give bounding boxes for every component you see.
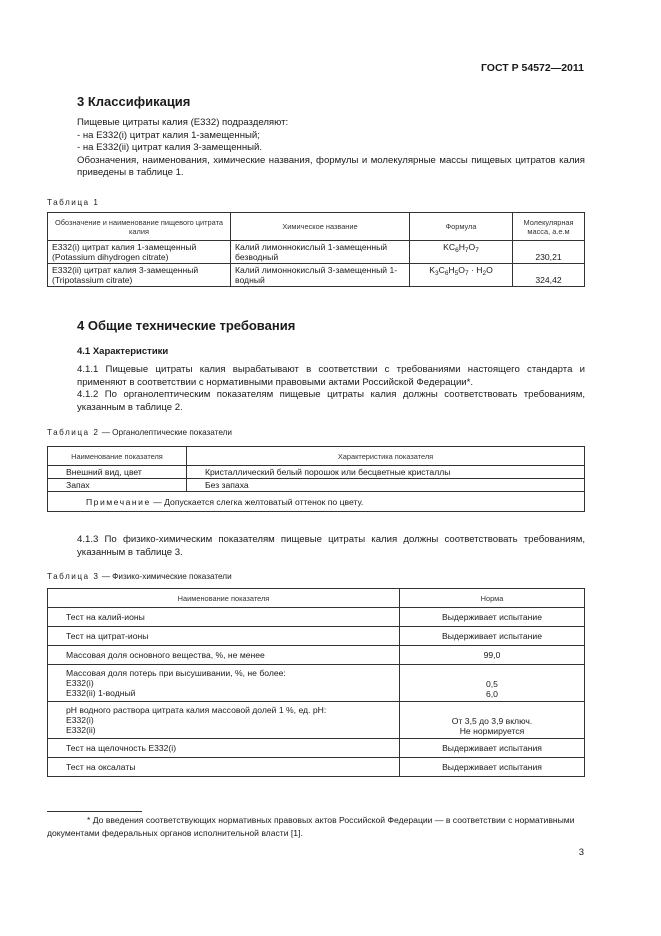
table-3-caption <box>47 572 232 581</box>
section-3-title: 3 Классификация <box>77 94 191 109</box>
cell-line: Е332(i) <box>66 678 94 688</box>
caption-label: Таблица 3 <box>47 572 100 581</box>
table-cell: 99,0 <box>400 646 585 665</box>
cell-line: Не нормируется <box>459 726 525 736</box>
cell-line: Е332(i) <box>66 715 94 725</box>
table-cell: Запах <box>48 479 187 492</box>
table-cell: Тест на оксалаты <box>48 758 400 777</box>
table-row <box>48 608 585 627</box>
table-cell: Е332(i) цитрат калия 1-замещенный (Potassium dihydrogen citrate) <box>48 241 231 264</box>
table-1 <box>47 212 585 287</box>
table-cell: Выдерживает испытание <box>400 608 585 627</box>
classification-intro: Пищевые цитраты калия (Е332) подразделяют: <box>77 117 289 128</box>
caption-label: Таблица 2 <box>47 428 100 437</box>
table-row <box>48 739 585 758</box>
table-cell: Массовая доля основного вещества, %, не менее <box>48 646 400 665</box>
table-cell: Выдерживает испытания <box>400 758 585 777</box>
table-1-header-name: Обозначение и наименование пищевого цитрата калия <box>48 213 231 241</box>
classification-item-2: - на Е332(ii) цитрат калия 3-замещенный. <box>77 142 263 153</box>
caption-text: — Органолептические показатели <box>99 428 232 437</box>
note-text: — Допускается слегка желтоватый оттенок по цвету. <box>150 496 364 507</box>
table-cell: 324,42 <box>513 264 585 287</box>
table-cell: Выдерживает испытания <box>400 739 585 758</box>
table-cell: Калий лимоннокислый 1-замещенный безводный <box>231 241 410 264</box>
table-note-row <box>48 492 585 512</box>
table-1-caption: Таблица 1 <box>47 198 100 207</box>
table-3-header-value: Норма <box>400 589 585 608</box>
table-3 <box>47 588 585 777</box>
table-1-header-mass: Молекулярная масса, а.е.м <box>513 213 585 241</box>
table-cell <box>400 665 585 702</box>
table-cell <box>48 702 400 739</box>
table-row <box>48 702 585 739</box>
table-2 <box>47 446 585 512</box>
document-number: ГОСТ Р 54572—2011 <box>480 62 584 74</box>
paragraph-4-1-3: 4.1.3 По физико-химическим показателям пищевые цитраты калия должны соответствовать требованиям, указанным в таблице 3. <box>77 534 585 558</box>
note-label: Примечание <box>86 496 151 507</box>
classification-note: Обозначения, наименования, химические названия, формулы и молекулярные массы пищевых цитратов калия приведены в таблице 1. <box>77 154 585 178</box>
table-cell: Калий лимоннокислый 3-замещенный 1-водный <box>231 264 410 287</box>
table-cell: Без запаха <box>187 479 585 492</box>
table-2-header-name: Наименование показателя <box>48 447 187 466</box>
classification-item-1: - на Е332(i) цитрат калия 1-замещенный; <box>77 129 260 141</box>
formula-cell: $K_3C_6H_5O_7 \cdot H_2O$ <box>410 264 513 287</box>
table-row <box>48 665 585 702</box>
formula-cell: $KC_6H_7O_7$ <box>410 241 513 264</box>
cell-line: 6,0 <box>486 689 498 699</box>
table-row <box>48 646 585 665</box>
table-row <box>48 264 585 287</box>
footnote: * До введения соответствующих нормативных правовых актов Российской Федерации — в соответствии с нормативными документами федеральных органов исполнительной власти [1]. <box>47 815 575 838</box>
paragraph-text: 4.1.1 Пищевые цитраты калия вырабатывают в соответствии с требованиями настоящего стандарта и применяют в соответствии с нормативными правовыми актами Российской Федерации*. <box>77 364 585 388</box>
table-row <box>48 241 585 264</box>
caption-text: — Физико-химические показатели <box>99 572 232 581</box>
table-row <box>48 479 585 492</box>
table-row <box>48 466 585 479</box>
table-cell: Выдерживает испытание <box>400 627 585 646</box>
table-3-header-name: Наименование показателя <box>48 589 400 608</box>
page-number: 3 <box>578 847 584 858</box>
table-cell: Тест на щелочность Е332(i) <box>48 739 400 758</box>
paragraph-4-1-1 <box>77 364 585 414</box>
table-row <box>48 627 585 646</box>
table-row <box>48 758 585 777</box>
cell-line: 0,5 <box>486 679 498 689</box>
table-cell: Тест на калий-ионы <box>48 608 400 627</box>
table-cell <box>400 702 585 739</box>
section-4-title: 4 Общие технические требования <box>77 318 296 333</box>
table-cell: Внешний вид, цвет <box>48 466 187 479</box>
table-2-header-value: Характеристика показателя <box>187 447 585 466</box>
section-3-body <box>77 117 585 180</box>
cell-line: pH водного раствора цитрата калия массовой долей 1 %, ед. pH: <box>66 705 327 715</box>
table-cell: Е332(ii) цитрат калия 3-замещенный (Tripotassium citrate) <box>48 264 231 287</box>
cell-line: Е332(ii) <box>66 725 96 735</box>
table-2-caption <box>47 428 232 437</box>
cell-line: Е332(ii) 1-водный <box>66 688 136 698</box>
table-cell: Кристаллический белый порошок или бесцветные кристаллы <box>187 466 585 479</box>
cell-line: От 3,5 до 3,9 включ. <box>451 716 533 726</box>
table-1-header-formula: Формула <box>410 213 513 241</box>
paragraph-4-1-2: 4.1.2 По органолептическим показателям пищевые цитраты калия должны соответствовать требованиям, указанным в таблице 2. <box>77 389 585 413</box>
table-note <box>48 492 585 512</box>
footnote-divider <box>47 811 142 812</box>
table-cell: 230,21 <box>513 241 585 264</box>
table-cell: Тест на цитрат-ионы <box>48 627 400 646</box>
table-1-header-chem: Химическое название <box>231 213 410 241</box>
cell-line: Массовая доля потерь при высушивании, %, не более: <box>66 668 286 678</box>
subsection-4-1-title: 4.1 Характеристики <box>77 346 169 357</box>
table-cell <box>48 665 400 702</box>
